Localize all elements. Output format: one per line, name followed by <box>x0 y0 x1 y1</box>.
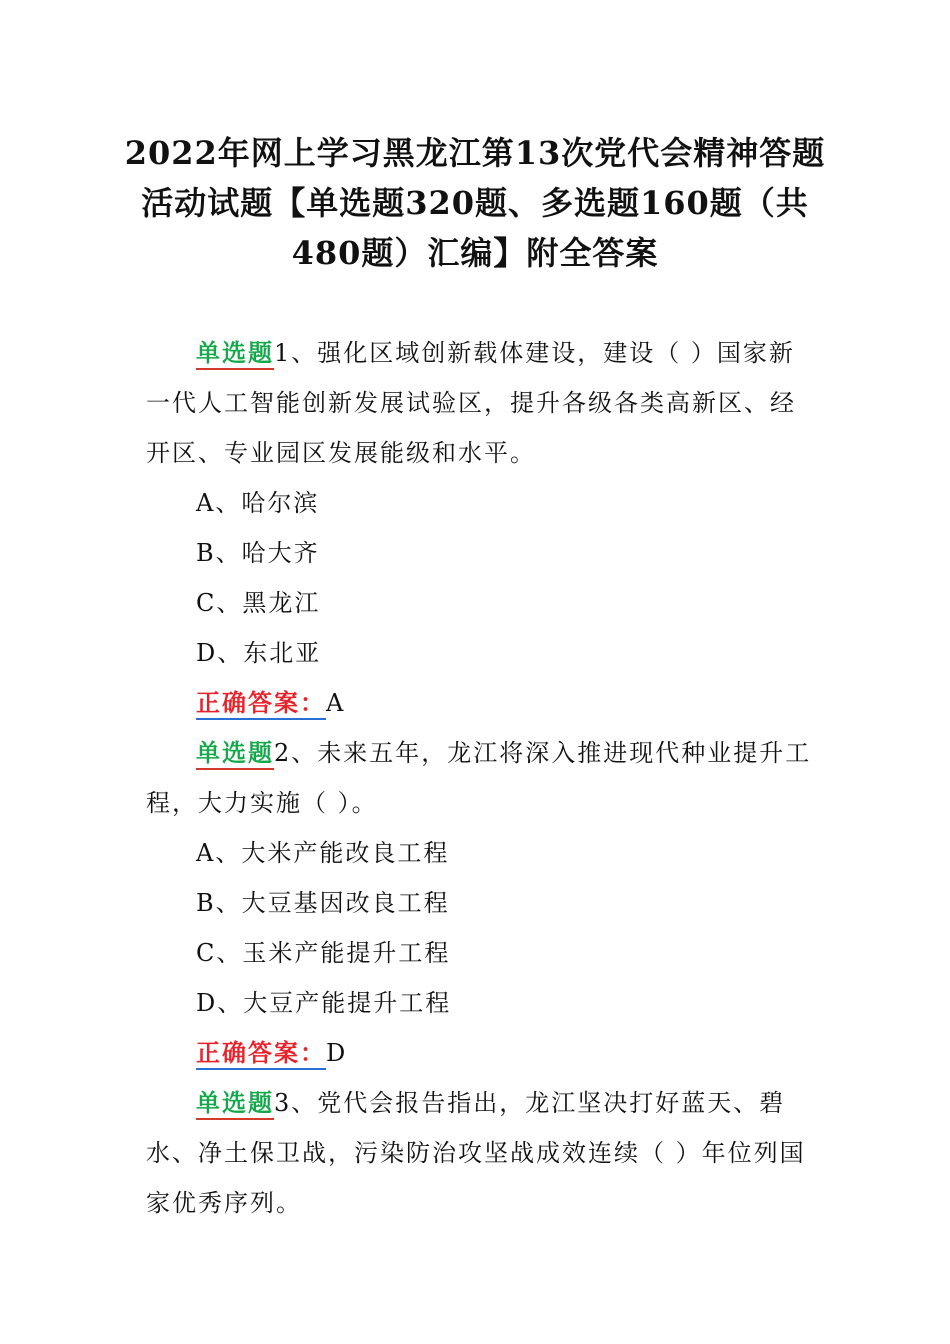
option-d: D、大豆产能提升工程 <box>196 989 452 1017</box>
question-3 <box>146 1078 818 1228</box>
answer-1 <box>146 678 818 728</box>
option-c: C、黑龙江 <box>196 589 321 617</box>
title-line-2: 活动试题【单选题320题、多选题160题（共 <box>141 184 809 222</box>
question-text: 2、未来五年，龙江将深入推进现代种业提升工程，大力实施（ ）。 <box>146 739 812 817</box>
option-a: A、哈尔滨 <box>196 489 320 517</box>
answer-2 <box>146 1028 818 1078</box>
question-text: 3、党代会报告指出，龙江坚决打好蓝天、碧水、净土保卫战，污染防治攻坚战成效连续（ ）年位列国家优秀序列。 <box>146 1089 806 1217</box>
single-choice-tag: 单选题 <box>196 1088 274 1120</box>
single-choice-tag: 单选题 <box>196 738 274 770</box>
question-list <box>146 328 818 1228</box>
option-c: C、玉米产能提升工程 <box>196 939 451 967</box>
question-text: 1、强化区域创新载体建设，建设（ ）国家新一代人工智能创新发展试验区，提升各级各类高新区、经开区、专业园区发展能级和水平。 <box>146 339 796 467</box>
answer-value: A <box>326 689 346 717</box>
answer-value: D <box>326 1039 348 1067</box>
document-title <box>120 128 830 278</box>
option-d: D、东北亚 <box>196 639 322 667</box>
single-choice-tag: 单选题 <box>196 338 274 370</box>
option-b: B、大豆基因改良工程 <box>196 889 450 917</box>
question-1 <box>146 328 818 478</box>
answer-tag: 正确答案： <box>196 1038 326 1070</box>
title-line-3: 480题）汇编】附全答案 <box>291 234 659 272</box>
title-line-1: 2022年网上学习黑龙江第13次党代会精神答题 <box>124 134 826 172</box>
answer-tag: 正确答案： <box>196 688 326 720</box>
question-2 <box>146 728 818 828</box>
option-b: B、哈大齐 <box>196 539 320 567</box>
option-a: A、大米产能改良工程 <box>196 839 450 867</box>
